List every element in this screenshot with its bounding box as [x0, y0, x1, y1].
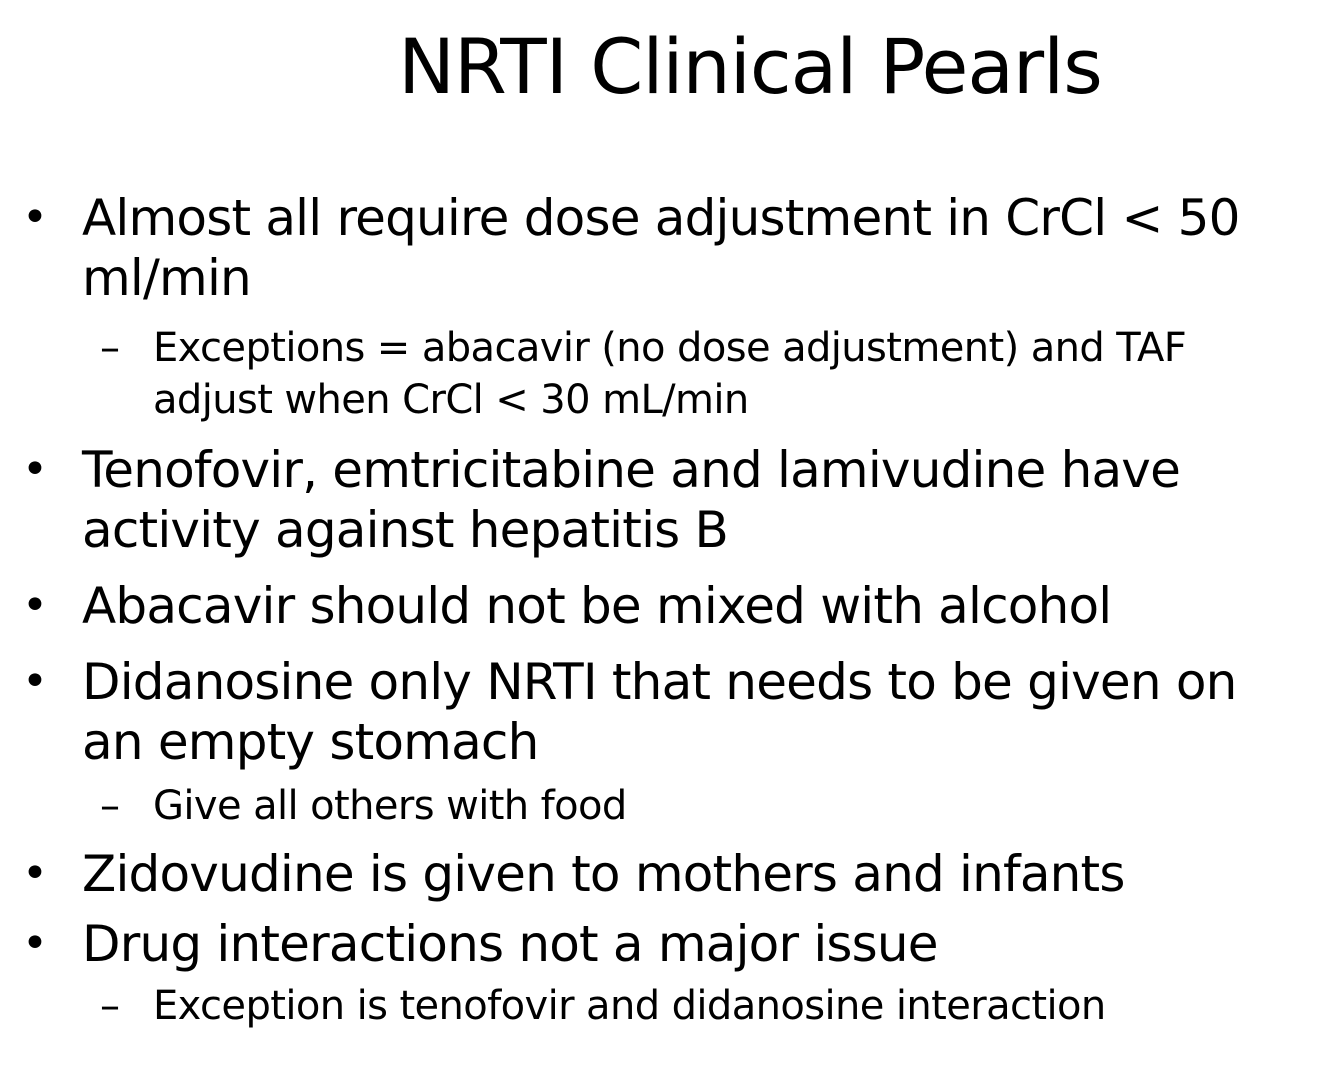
bullet-item	[82, 914, 938, 974]
bullet-line: Zidovudine is given to mothers and infants	[82, 845, 1125, 903]
sub-bullet-item	[153, 980, 1106, 1032]
bullet-line: activity against hepatitis B	[82, 501, 729, 559]
bullet-marker: •	[22, 918, 48, 969]
bullet-marker: •	[22, 656, 48, 707]
sub-bullet-line: Exception is tenofovir and didanosine interaction	[153, 983, 1106, 1029]
bullet-item	[82, 844, 1125, 904]
bullet-line: Abacavir should not be mixed with alcohol	[82, 577, 1112, 635]
bullet-line: Didanosine only NRTI that needs to be given on	[82, 653, 1237, 711]
bullet-marker: •	[22, 192, 48, 243]
bullet-line: ml/min	[82, 249, 251, 307]
bullet-item	[82, 652, 1237, 772]
bullet-item	[82, 440, 1180, 560]
bullet-marker: •	[22, 580, 48, 631]
slide-title: NRTI Clinical Pearls	[398, 22, 1102, 111]
bullet-item	[82, 576, 1111, 636]
sub-bullet-marker: –	[100, 783, 120, 829]
bullet-marker: •	[22, 444, 48, 495]
bullet-line: Tenofovir, emtricitabine and lamivudine have	[82, 441, 1181, 499]
bullet-item	[82, 188, 1240, 308]
bullet-line: Almost all require dose adjustment in CrCl < 50	[82, 189, 1240, 247]
sub-bullet-marker: –	[100, 325, 120, 371]
bullet-line: an empty stomach	[82, 713, 539, 771]
bullet-marker: •	[22, 848, 48, 899]
sub-bullet-item	[153, 780, 627, 832]
bullet-line: Drug interactions not a major issue	[82, 915, 938, 973]
sub-bullet-line: Give all others with food	[153, 783, 627, 829]
sub-bullet-line: adjust when CrCl < 30 mL/min	[153, 377, 749, 423]
sub-bullet-line: Exceptions = abacavir (no dose adjustment) and TAF	[153, 325, 1187, 371]
sub-bullet-item	[153, 322, 1186, 426]
sub-bullet-marker: –	[100, 983, 120, 1029]
